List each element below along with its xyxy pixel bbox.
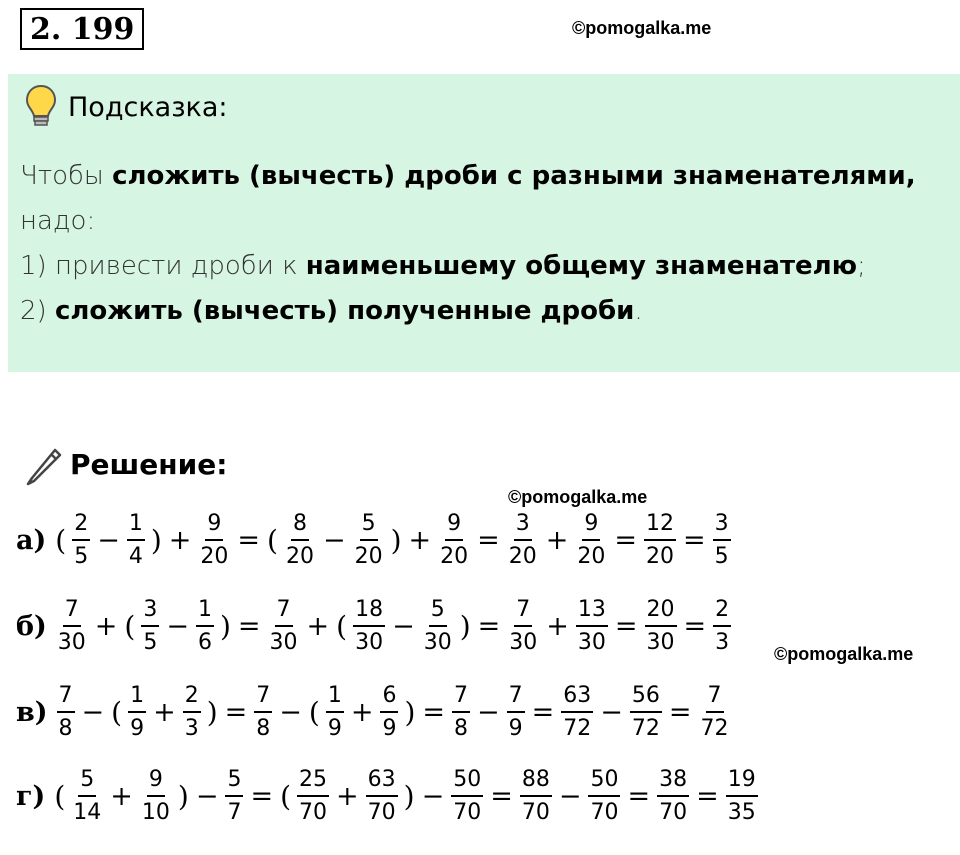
hint-step1-end: ; — [857, 251, 866, 281]
operator: = — [696, 781, 719, 812]
operator: − — [279, 697, 302, 728]
operator: − — [166, 611, 189, 642]
hint-step1-bold: наименьшему общему знаменателю — [305, 251, 857, 281]
fraction — [284, 512, 316, 569]
solution-title: Решение: — [70, 448, 228, 481]
hint-intro: Чтобы — [20, 161, 113, 191]
operator: + — [336, 781, 359, 812]
numerator: 7 — [254, 684, 272, 713]
fraction — [56, 598, 88, 655]
hint-intro-bold: сложить (вычесть) дроби с разными знаменателями — [112, 161, 906, 191]
hint-title: Подсказка: — [68, 92, 228, 123]
operator: + — [306, 611, 330, 642]
operator: + — [350, 697, 374, 728]
fraction — [451, 768, 483, 825]
hint-step2-end: . — [634, 296, 643, 326]
operator: + — [546, 611, 569, 642]
operator: = — [250, 781, 274, 812]
operator: + — [408, 525, 432, 556]
fraction — [366, 768, 398, 825]
operator: + — [168, 525, 192, 556]
numerator: 38 — [657, 768, 689, 797]
operator: + — [110, 781, 133, 812]
numerator: 7 — [452, 684, 470, 713]
fraction — [561, 684, 593, 741]
fraction — [196, 598, 214, 655]
fraction — [127, 512, 145, 569]
operator: = — [477, 525, 500, 556]
operator: + — [545, 525, 569, 556]
denominator: 8 — [256, 716, 271, 741]
parenthesis: ( — [280, 780, 292, 813]
fraction — [657, 768, 689, 825]
numerator: 9 — [205, 512, 223, 541]
fraction — [141, 598, 159, 655]
denominator: 6 — [197, 630, 212, 655]
numerator: 1 — [127, 512, 145, 541]
fraction — [644, 512, 676, 569]
hint-step2-bold: сложить (вычесть) полученные дроби — [54, 296, 635, 326]
operator: = — [237, 525, 261, 556]
fraction — [140, 768, 172, 825]
numerator: 7 — [275, 598, 293, 627]
denominator: 20 — [577, 544, 606, 569]
operator: = — [614, 611, 638, 642]
fraction — [438, 512, 470, 569]
denominator: 7 — [227, 800, 242, 825]
hint-step2-pre: 2) — [20, 296, 55, 326]
denominator: 35 — [727, 800, 756, 825]
parenthesis: ( — [267, 524, 278, 557]
fraction — [726, 768, 758, 825]
hint-text — [20, 154, 916, 334]
numerator: 1 — [326, 684, 344, 713]
solution-row-b — [16, 598, 734, 655]
denominator: 4 — [128, 544, 143, 569]
numerator: 9 — [445, 512, 463, 541]
denominator: 20 — [285, 544, 314, 569]
denominator: 70 — [590, 800, 619, 825]
operator: = — [422, 697, 446, 728]
operator: = — [490, 781, 513, 812]
denominator: 14 — [73, 800, 102, 825]
fraction — [588, 768, 620, 825]
operator: − — [97, 525, 120, 556]
numerator: 19 — [726, 768, 758, 797]
fraction — [198, 512, 230, 569]
hint-step1-pre: 1) привести дроби к — [20, 251, 306, 281]
lightbulb-icon — [24, 84, 58, 128]
fraction — [507, 512, 539, 569]
numerator: 5 — [78, 768, 96, 797]
fraction — [268, 598, 300, 655]
hint-box — [8, 74, 960, 372]
fraction — [713, 512, 731, 569]
operator: = — [614, 525, 638, 556]
numerator: 2 — [713, 598, 731, 627]
operator: + — [94, 611, 118, 642]
operator: = — [531, 697, 555, 728]
fraction — [353, 598, 385, 655]
fraction — [254, 684, 272, 741]
parenthesis: ) — [404, 696, 416, 729]
operator: − — [600, 697, 623, 728]
denominator: 5 — [714, 544, 729, 569]
numerator: 2 — [72, 512, 90, 541]
numerator: 7 — [57, 684, 75, 713]
denominator: 9 — [382, 716, 397, 741]
denominator: 8 — [58, 716, 73, 741]
parenthesis: ( — [336, 610, 348, 643]
parenthesis: ( — [124, 610, 136, 643]
operator: − — [558, 781, 582, 812]
denominator: 20 — [200, 544, 229, 569]
numerator: 63 — [561, 684, 593, 713]
row-label: в) — [16, 697, 48, 728]
hint-line2: надо: — [20, 206, 96, 236]
fraction — [699, 684, 731, 741]
numerator: 20 — [645, 598, 677, 627]
operator: − — [421, 781, 445, 812]
fraction — [183, 684, 201, 741]
operator: = — [683, 525, 706, 556]
fraction — [713, 598, 731, 655]
operator: − — [81, 697, 105, 728]
denominator: 30 — [509, 630, 538, 655]
numerator: 9 — [582, 512, 600, 541]
denominator: 70 — [521, 800, 550, 825]
numerator: 2 — [183, 684, 201, 713]
solution-row-a — [16, 512, 734, 569]
numerator: 3 — [514, 512, 532, 541]
denominator: 10 — [141, 800, 170, 825]
numerator: 7 — [514, 598, 532, 627]
fraction — [72, 512, 90, 569]
numerator: 7 — [507, 684, 525, 713]
denominator: 70 — [453, 800, 482, 825]
denominator: 3 — [184, 716, 199, 741]
denominator: 20 — [508, 544, 537, 569]
denominator: 9 — [508, 716, 523, 741]
denominator: 72 — [563, 716, 592, 741]
denominator: 20 — [646, 544, 675, 569]
parenthesis: ) — [219, 610, 231, 643]
numerator: 7 — [706, 684, 724, 713]
denominator: 5 — [74, 544, 89, 569]
numerator: 12 — [644, 512, 676, 541]
denominator: 9 — [327, 716, 342, 741]
fraction — [575, 512, 607, 569]
fraction — [507, 684, 525, 741]
problem-number: 2. 199 — [20, 8, 144, 50]
numerator: 1 — [128, 684, 146, 713]
operator: = — [627, 781, 651, 812]
parenthesis: ( — [55, 524, 67, 557]
numerator: 1 — [196, 598, 214, 627]
numerator: 9 — [147, 768, 165, 797]
parenthesis: ) — [150, 524, 162, 557]
denominator: 5 — [143, 630, 158, 655]
row-label: б) — [16, 611, 47, 642]
denominator: 9 — [130, 716, 145, 741]
denominator: 30 — [355, 630, 384, 655]
solution-row-c — [16, 684, 734, 741]
operator: − — [195, 781, 219, 812]
denominator: 3 — [715, 630, 730, 655]
fraction — [128, 684, 146, 741]
numerator: 50 — [451, 768, 483, 797]
row-label: г) — [16, 781, 46, 812]
operator: − — [322, 525, 346, 556]
denominator: 30 — [57, 630, 86, 655]
fraction — [576, 598, 608, 655]
fraction — [297, 768, 329, 825]
fraction — [507, 598, 539, 655]
numerator: 18 — [353, 598, 385, 627]
parenthesis: ) — [177, 780, 189, 813]
numerator: 88 — [520, 768, 552, 797]
parenthesis: ) — [390, 524, 402, 557]
hint-intro-end: , — [905, 161, 916, 191]
fraction — [71, 768, 103, 825]
numerator: 3 — [141, 598, 159, 627]
denominator: 70 — [367, 800, 396, 825]
numerator: 6 — [380, 684, 398, 713]
operator: − — [477, 697, 500, 728]
watermark-top: ©pomogalka.me — [572, 18, 712, 38]
numerator: 5 — [360, 512, 378, 541]
operator: = — [668, 697, 692, 728]
numerator: 25 — [297, 768, 329, 797]
fraction — [645, 598, 677, 655]
parenthesis: ( — [111, 696, 123, 729]
solution-row-d — [16, 768, 761, 825]
fraction — [326, 684, 344, 741]
denominator: 72 — [631, 716, 660, 741]
operator: = — [683, 611, 707, 642]
numerator: 13 — [576, 598, 608, 627]
fraction — [225, 768, 243, 825]
numerator: 3 — [713, 512, 731, 541]
denominator: 8 — [454, 716, 469, 741]
operator: + — [153, 697, 176, 728]
numerator: 7 — [63, 598, 81, 627]
operator: = — [477, 611, 501, 642]
fraction — [630, 684, 662, 741]
parenthesis: ( — [54, 780, 66, 813]
denominator: 70 — [659, 800, 688, 825]
watermark-middle: ©pomogalka.me — [508, 487, 648, 507]
pencil-icon — [24, 444, 66, 486]
fraction — [422, 598, 454, 655]
fraction — [520, 768, 552, 825]
numerator: 50 — [588, 768, 620, 797]
denominator: 20 — [440, 544, 469, 569]
parenthesis: ( — [308, 696, 320, 729]
operator: = — [224, 697, 248, 728]
fraction — [452, 684, 470, 741]
numerator: 5 — [225, 768, 243, 797]
operator: = — [237, 611, 261, 642]
parenthesis: ) — [403, 780, 415, 813]
numerator: 63 — [366, 768, 398, 797]
watermark-right: ©pomogalka.me — [774, 644, 914, 664]
row-label: а) — [16, 525, 47, 556]
fraction — [57, 684, 75, 741]
fraction — [353, 512, 385, 569]
parenthesis: ) — [206, 696, 218, 729]
denominator: 20 — [354, 544, 383, 569]
fraction — [380, 684, 398, 741]
numerator: 8 — [291, 512, 309, 541]
parenthesis: ) — [459, 610, 471, 643]
denominator: 70 — [299, 800, 328, 825]
denominator: 30 — [269, 630, 298, 655]
denominator: 30 — [577, 630, 606, 655]
numerator: 5 — [429, 598, 447, 627]
denominator: 30 — [423, 630, 452, 655]
denominator: 72 — [700, 716, 729, 741]
operator: − — [392, 611, 415, 642]
denominator: 30 — [646, 630, 675, 655]
numerator: 56 — [630, 684, 662, 713]
